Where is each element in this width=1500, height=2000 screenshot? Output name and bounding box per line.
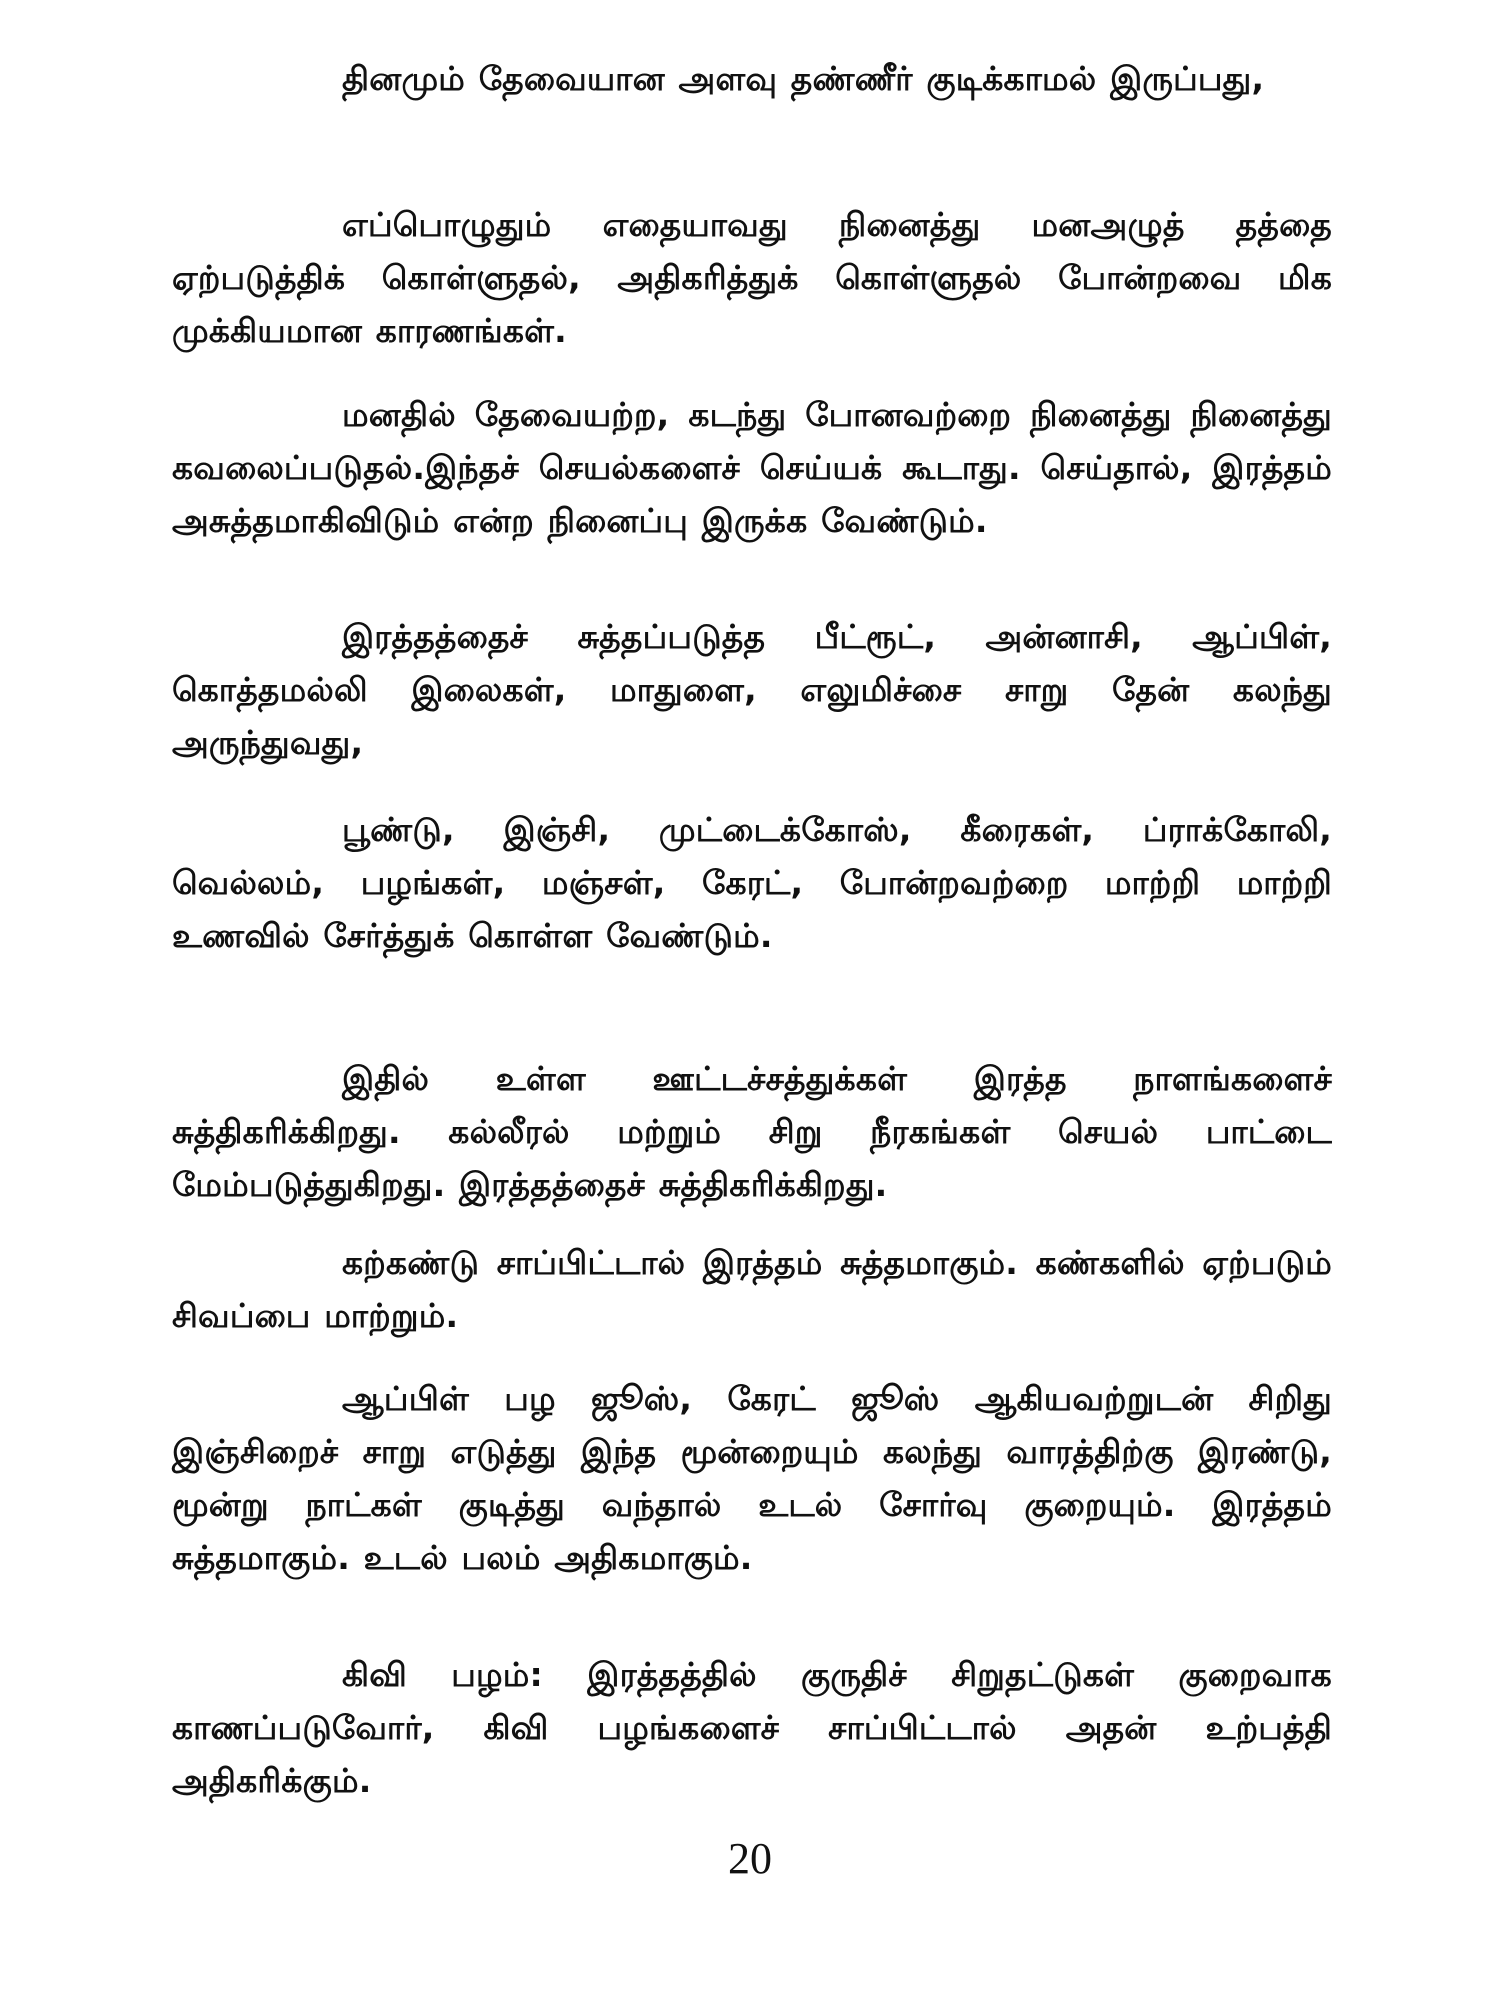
paragraph-vegetables: பூண்டு, இஞ்சி, முட்டைக்கோஸ், கீரைகள், ப்ராக்கோலி, வெல்லம், பழங்கள், மஞ்சள், கேரட், போன்றவற்றை மாற்றி மாற்றி உணவில் சேர்த்துக் கொள்ள வேண்டும். bbox=[172, 810, 1332, 955]
paragraph-stress: எப்பொழுதும் எதையாவது நினைத்து மனஅழுத் தத்தை ஏற்படுத்திக் கொள்ளுதல், அதிகரித்துக் கொள்ளுதல் போன்றவை மிக முக்கியமான காரணங்கள். bbox=[172, 205, 1332, 350]
paragraph-sugar-candy: கற்கண்டு சாப்பிட்டால் இரத்தம் சுத்தமாகும். கண்களில் ஏற்படும் சிவப்பை மாற்றும். bbox=[172, 1243, 1332, 1335]
paragraph-worry: மனதில் தேவையற்ற, கடந்து போனவற்றை நினைத்து நினைத்து கவலைப்படுதல்.இந்தச் செயல்களைச் செய்யக் கூடாது. செய்தால், இரத்தம் அசுத்தமாகிவிடும் என்ற நினைப்பு இருக்க வேண்டும். bbox=[172, 395, 1332, 540]
paragraph-kiwi: கிவி பழம்: இரத்தத்தில் குருதிச் சிறுதட்டுகள் குறைவாக காணப்படுவோர், கிவி பழங்களைச் சாப்பிட்டால் அதன் உற்பத்தி அதிகரிக்கும். bbox=[172, 1655, 1332, 1800]
paragraph-juice: ஆப்பிள் பழ ஜூஸ், கேரட் ஜூஸ் ஆகியவற்றுடன் சிறிது இஞ்சிறைச் சாறு எடுத்து இந்த மூன்றையும் கலந்து வாரத்திற்கு இரண்டு, மூன்று நாட்கள் குடித்து வந்தால் உடல் சோர்வு குறையும். இரத்தம் சுத்தமாகும். உடல் பலம் அதிகமாகும். bbox=[172, 1379, 1332, 1577]
paragraph-nutrients: இதில் உள்ள ஊட்டச்சத்துக்கள் இரத்த நாளங்களைச் சுத்திகரிக்கிறது. கல்லீரல் மற்றும் சிறு நீரகங்கள் செயல் பாட்டை மேம்படுத்துகிறது. இரத்தத்தைச் சுத்திகரிக்கிறது. bbox=[172, 1059, 1332, 1204]
page-number: 20 bbox=[728, 1834, 772, 1883]
paragraph-water: தினமும் தேவையான அளவு தண்ணீர் குடிக்காமல் இருப்பது, bbox=[342, 59, 1265, 98]
paragraph-purify-foods: இரத்தத்தைச் சுத்தப்படுத்த பீட்ரூட், அன்னாசி, ஆப்பிள், கொத்தமல்லி இலைகள், மாதுளை, எலுமிச்சை சாறு தேன் கலந்து அருந்துவது, bbox=[172, 617, 1332, 762]
